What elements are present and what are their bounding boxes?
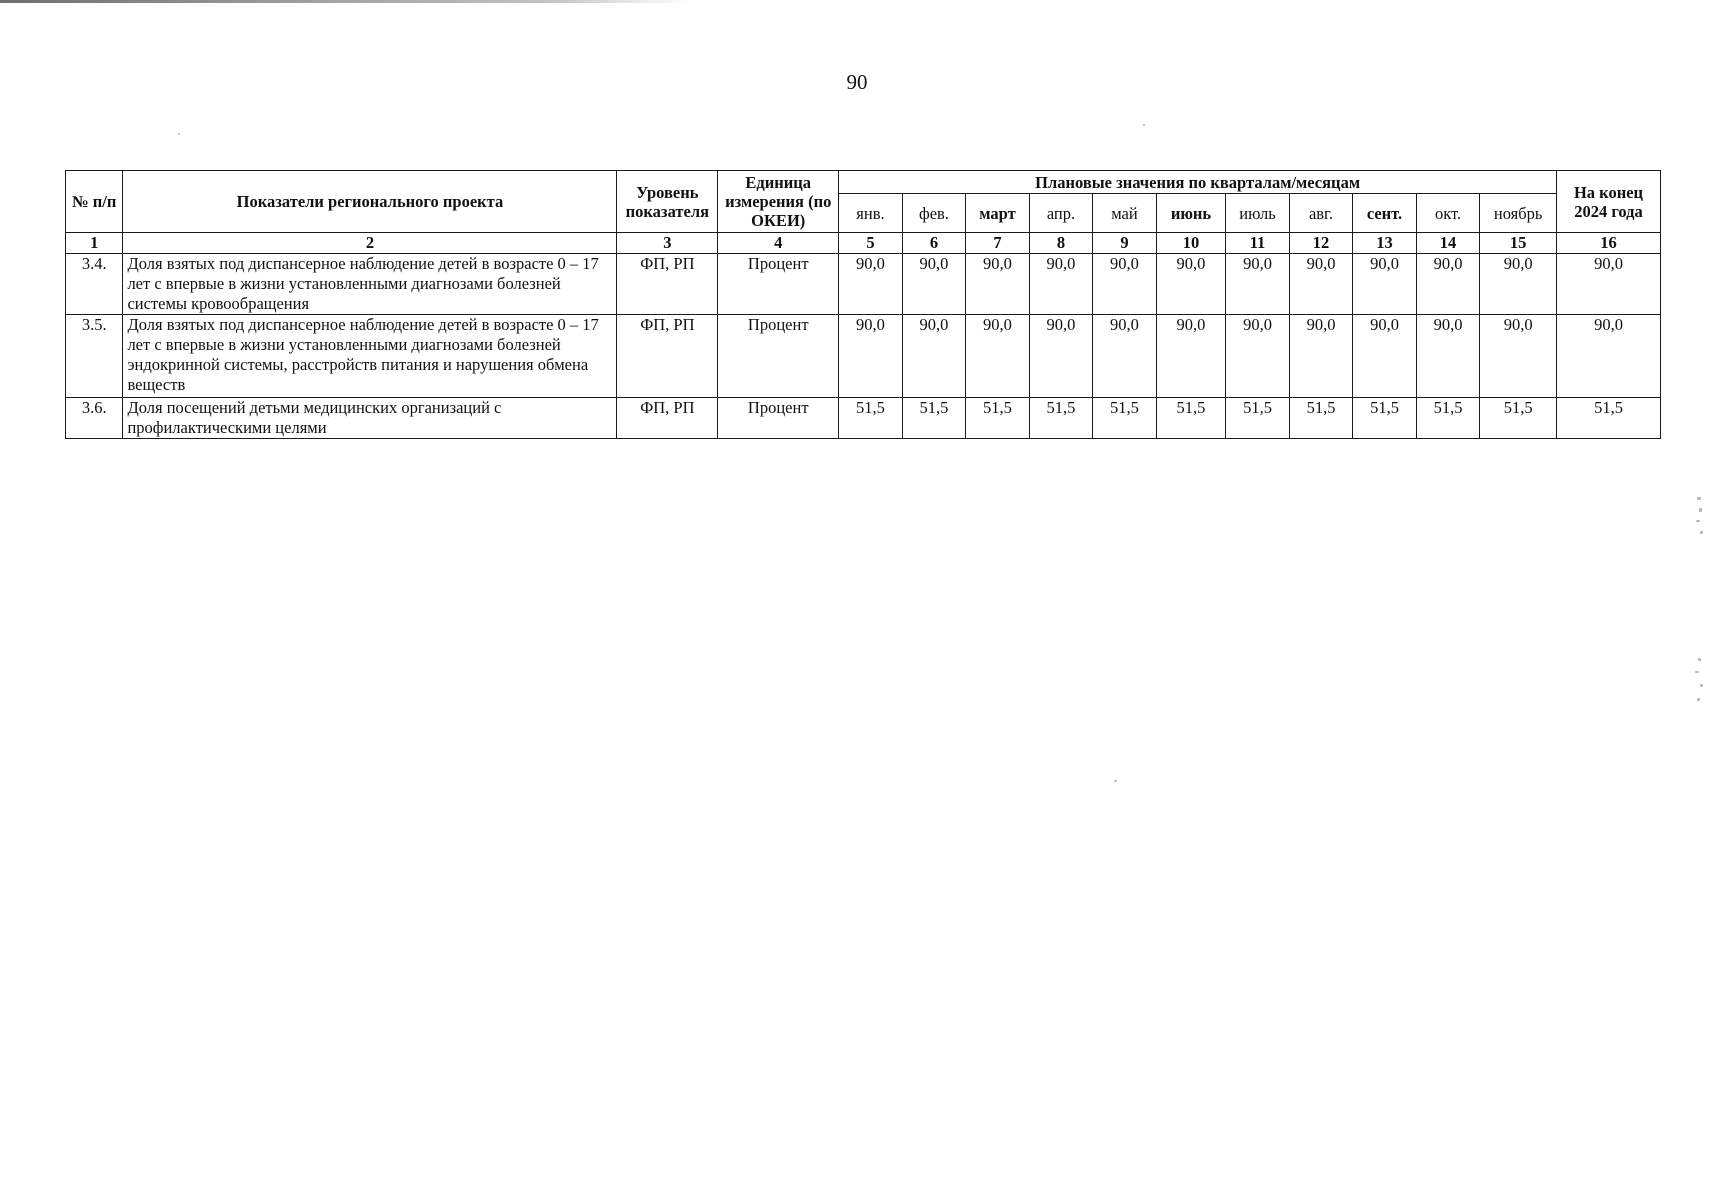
row-value: 90,0: [1226, 315, 1290, 398]
scan-edge-artifact: [0, 0, 690, 3]
row-end-value: 90,0: [1557, 254, 1661, 315]
row-unit: Процент: [718, 315, 839, 398]
header-month: авг.: [1289, 194, 1353, 233]
header-plan: Плановые значения по кварталам/месяцам: [839, 171, 1557, 194]
scan-speck: [1697, 497, 1701, 500]
header-month: окт.: [1416, 194, 1480, 233]
column-number: 7: [966, 233, 1030, 254]
scan-speck: [1143, 124, 1145, 126]
row-num: 3.4.: [66, 254, 123, 315]
column-number: 8: [1029, 233, 1093, 254]
row-value: 51,5: [1416, 398, 1480, 439]
scan-speck: [1700, 531, 1703, 534]
row-value: 90,0: [1093, 254, 1157, 315]
row-indicator-name: Доля посещений детьми медицинских организаций с профилактическими целями: [123, 398, 617, 439]
row-value: 51,5: [1289, 398, 1353, 439]
row-value: 51,5: [839, 398, 903, 439]
column-number: 12: [1289, 233, 1353, 254]
column-number: 9: [1093, 233, 1157, 254]
header-month: июнь: [1156, 194, 1226, 233]
header-month: июль: [1226, 194, 1290, 233]
scan-speck: [1697, 698, 1700, 701]
row-value: 90,0: [1416, 254, 1480, 315]
row-value: 90,0: [966, 254, 1030, 315]
row-unit: Процент: [718, 398, 839, 439]
column-number: 10: [1156, 233, 1226, 254]
row-level: ФП, РП: [617, 315, 718, 398]
row-value: 90,0: [966, 315, 1030, 398]
row-value: 90,0: [1480, 254, 1557, 315]
row-value: 51,5: [1093, 398, 1157, 439]
row-value: 90,0: [1480, 315, 1557, 398]
header-num: № п/п: [66, 171, 123, 233]
row-value: 51,5: [1226, 398, 1290, 439]
header-end: На конец 2024 года: [1557, 171, 1661, 233]
scan-speck: [1114, 780, 1117, 782]
scan-speck: [1699, 508, 1702, 512]
row-value: 51,5: [966, 398, 1030, 439]
column-number: 4: [718, 233, 839, 254]
row-value: 90,0: [839, 254, 903, 315]
row-value: 90,0: [902, 254, 966, 315]
row-value: 51,5: [1029, 398, 1093, 439]
header-month: апр.: [1029, 194, 1093, 233]
row-unit: Процент: [718, 254, 839, 315]
page-number: 90: [846, 70, 868, 94]
header-indicator: Показатели регионального проекта: [123, 171, 617, 233]
scan-speck: [1698, 658, 1701, 661]
row-value: 51,5: [1156, 398, 1226, 439]
header-level: Уровень показателя: [617, 171, 718, 233]
column-number-row: [66, 233, 1661, 254]
row-value: 90,0: [839, 315, 903, 398]
header-month: сент.: [1353, 194, 1417, 233]
row-value: 90,0: [1416, 315, 1480, 398]
row-indicator-name: Доля взятых под диспансерное наблюдение детей в возрасте 0 – 17 лет с впервые в жизни установленными диагнозами болезней системы кровообращения: [123, 254, 617, 315]
scan-speck: [1700, 684, 1703, 687]
header-month: май: [1093, 194, 1157, 233]
row-value: 51,5: [1480, 398, 1557, 439]
row-value: 90,0: [1156, 315, 1226, 398]
row-end-value: 90,0: [1557, 315, 1661, 398]
header-month: фев.: [902, 194, 966, 233]
row-value: 90,0: [1289, 315, 1353, 398]
row-value: 90,0: [902, 315, 966, 398]
header-unit: Единица измерения (по ОКЕИ): [718, 171, 839, 233]
row-value: 51,5: [1353, 398, 1417, 439]
scan-speck: [1695, 671, 1699, 673]
column-number: 13: [1353, 233, 1417, 254]
column-number: 2: [123, 233, 617, 254]
row-num: 3.5.: [66, 315, 123, 398]
column-number: 14: [1416, 233, 1480, 254]
column-number: 5: [839, 233, 903, 254]
row-value: 90,0: [1029, 315, 1093, 398]
row-indicator-name: Доля взятых под диспансерное наблюдение детей в возрасте 0 – 17 лет с впервые в жизни установленными диагнозами болезней эндокринной системы, расстройств питания и нарушения обмена веществ: [123, 315, 617, 398]
column-number: 15: [1480, 233, 1557, 254]
header-month: янв.: [839, 194, 903, 233]
column-number: 1: [66, 233, 123, 254]
scan-speck: [178, 133, 180, 135]
row-value: 90,0: [1093, 315, 1157, 398]
row-value: 90,0: [1226, 254, 1290, 315]
column-number: 3: [617, 233, 718, 254]
row-value: 90,0: [1353, 254, 1417, 315]
header-month: март: [966, 194, 1030, 233]
row-num: 3.6.: [66, 398, 123, 439]
column-number: 11: [1226, 233, 1290, 254]
row-value: 90,0: [1289, 254, 1353, 315]
scan-speck: [1696, 520, 1700, 522]
row-level: ФП, РП: [617, 398, 718, 439]
row-level: ФП, РП: [617, 254, 718, 315]
table-row: [66, 254, 1661, 315]
row-value: 90,0: [1156, 254, 1226, 315]
table-row: [66, 398, 1661, 439]
header-month: ноябрь: [1480, 194, 1557, 233]
row-value: 51,5: [902, 398, 966, 439]
row-end-value: 51,5: [1557, 398, 1661, 439]
column-number: 16: [1557, 233, 1661, 254]
column-number: 6: [902, 233, 966, 254]
row-value: 90,0: [1029, 254, 1093, 315]
plan-values-table: [65, 170, 1661, 439]
row-value: 90,0: [1353, 315, 1417, 398]
table-row: [66, 315, 1661, 398]
